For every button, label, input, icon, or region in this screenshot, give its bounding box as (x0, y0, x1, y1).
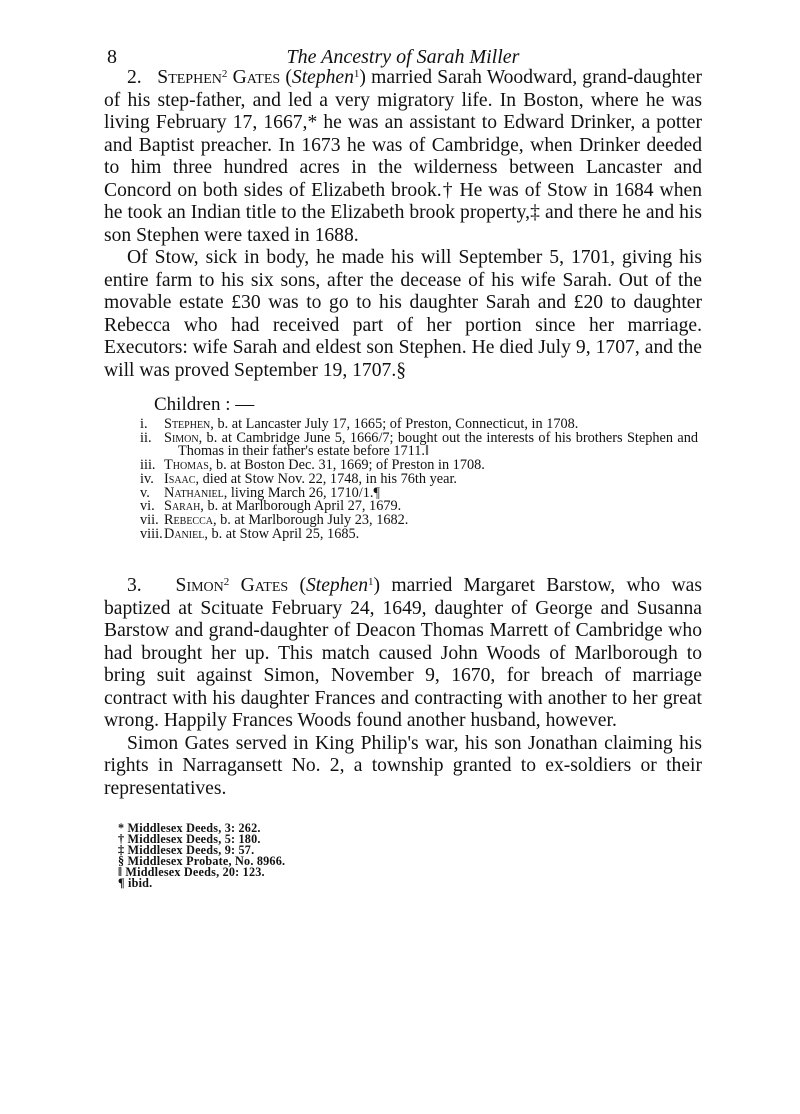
child-numeral: vii. (140, 511, 159, 528)
child-name: Simon (164, 429, 199, 446)
children-heading: Children : — (154, 394, 255, 415)
child-details: , living March 26, 1710/1.¶ (223, 484, 380, 501)
child-details: , died at Stow Nov. 22, 1748, in his 76th year. (195, 470, 457, 487)
child-name: Stephen (164, 416, 211, 432)
child-details: , b. at Stow April 25, 1685. (204, 525, 360, 542)
child-details: , b. at Lancaster July 17, 1665; of Preston, Connecticut, in 1708. (210, 416, 579, 432)
child-details: , b. at Cambridge June 5, 1666/7; bought out the interests of his brothers Stephen and Thomas in their father's estate before 1711.‖ (178, 429, 698, 460)
generation-sup: 2 (223, 576, 230, 589)
document-page (104, 40, 702, 889)
footnote: ‡ Middlesex Deeds, 9: 57. (118, 843, 255, 858)
footnote: ¶ ibid. (118, 876, 153, 891)
section-2-paragraph-2: Of Stow, sick in body, he made his will September 5, 1701, giving his entire farm to his six sons, after the decease of his wife Sarah. Out of the movable estate £30 was to go to his daughter Sarah and £20 to daughter Rebecca who had received part of her portion since her marriage. Executors: wife Sarah and eldest son Stephen. He died July 9, 1707, and the will was proved September 19, 1707.§ (104, 247, 702, 381)
section-3-name: Simon (175, 575, 224, 597)
child-numeral: iv. (140, 470, 154, 487)
section-2-number: 2. (127, 67, 142, 88)
section-2-father: Stephen (291, 67, 354, 88)
child-numeral: i. (140, 416, 148, 432)
section-2-paragraph-1: 2. Stephen$^2$ Gates (Stephen$^1$) married Sarah Woodward, grand-daughter of his step-father, and led a very migratory life. In Boston, where he was living February 17, 1667,* he was an assistant to Edward Drinker, a potter and Baptist preacher. In 1673 he was of Cambridge, when Drinker deeded to him three hundred acres in the wilderness between Lancaster and Concord on both sides of Elizabeth brook.† He was of Stow in 1684 when he took an Indian title to the Elizabeth brook property,‡ and there he and his son Stephen were taxed in 1688. (104, 67, 702, 246)
section-3-text: married Margaret Barstow, who was baptized at Scituate February 24, 1649, daughter of George and Susanna Barstow and grand-daughter of Deacon Thomas Marrett of Cambridge who had brought her up. This match caused John Woods of Marlborough to bring suit against Simon, November 9, 1670, for breach of marriage contract with his daughter Frances and contracting with another to her great wrong. Happily Frances Woods found another husband, however. (104, 575, 702, 732)
page-header (104, 40, 702, 66)
section-2-text: married Sarah Woodward, grand-daughter of his step-father, and led a very migratory life. In Boston, where he was living February 17, 1667,* he was an assistant to Edward Drinker, a potter and Baptist preacher. In 1673 he was of Cambridge, when Drinker deeded to him three hundred acres in the wilderness between Lancaster and Concord on both sides of Elizabeth brook.† He was of Stow in 1684 when he took an Indian title to the Elizabeth brook property,‡ and there he and his son Stephen were taxed in 1688. (104, 67, 702, 246)
child-numeral: vi. (140, 498, 155, 515)
child-numeral: iii. (140, 457, 156, 474)
child-entry (104, 429, 698, 460)
section-2-surname: Gates (232, 67, 281, 88)
children-list (104, 418, 702, 541)
child-name: Sarah (164, 498, 201, 515)
child-numeral: viii. (140, 525, 163, 542)
section-3-surname: Gates (240, 575, 289, 597)
page-number: 8 (107, 46, 117, 68)
footnote: † Middlesex Deeds, 5: 180. (118, 832, 261, 847)
child-name: Isaac (164, 470, 196, 487)
child-numeral: ii. (140, 429, 152, 446)
child-details: , b. at Marlborough April 27, 1679. (200, 498, 402, 515)
section-3-father: Stephen (305, 575, 369, 597)
section-3-number: 3. (127, 575, 142, 597)
father-generation-sup: 1 (353, 68, 360, 80)
section-3-paragraph-2: Simon Gates served in King Philip's war, his son Jonathan claiming his rights in Narragansett No. 2, a township granted to ex-soldiers or their representatives. (104, 732, 702, 799)
section-3-paragraph-1: 3. Simon$^2$ Gates (Stephen$^1$) married Margaret Barstow, who was baptized at Scituate February 24, 1649, daughter of George and Susanna Barstow and grand-daughter of Deacon Thomas Marrett of Cambridge who had brought her up. This match caused John Woods of Marlborough to bring suit against Simon, November 9, 1670, for breach of marriage contract with his daughter Frances and contracting with another to her great wrong. Happily Frances Woods found another husband, however. (104, 575, 702, 732)
footnote: § Middlesex Probate, No. 8966. (118, 854, 286, 869)
child-name: Daniel (164, 525, 205, 542)
footnote: ‖ Middlesex Deeds, 20: 123. (118, 865, 265, 880)
child-name: Rebecca (164, 511, 213, 528)
child-name: Nathaniel (164, 484, 224, 501)
child-entry (104, 525, 698, 542)
section-2-name: Stephen (157, 67, 222, 88)
generation-sup: 2 (221, 68, 228, 80)
footnote: * Middlesex Deeds, 3: 262. (118, 821, 261, 836)
footnotes (118, 823, 702, 889)
child-details: , b. at Boston Dec. 31, 1669; of Preston in 1708. (208, 457, 485, 474)
father-generation-sup: 1 (368, 576, 374, 589)
running-title: The Ancestry of Sarah Miller (286, 46, 520, 68)
child-details: , b. at Marlborough July 23, 1682. (212, 511, 409, 528)
child-name: Thomas (164, 457, 209, 474)
child-numeral: v. (140, 484, 150, 501)
